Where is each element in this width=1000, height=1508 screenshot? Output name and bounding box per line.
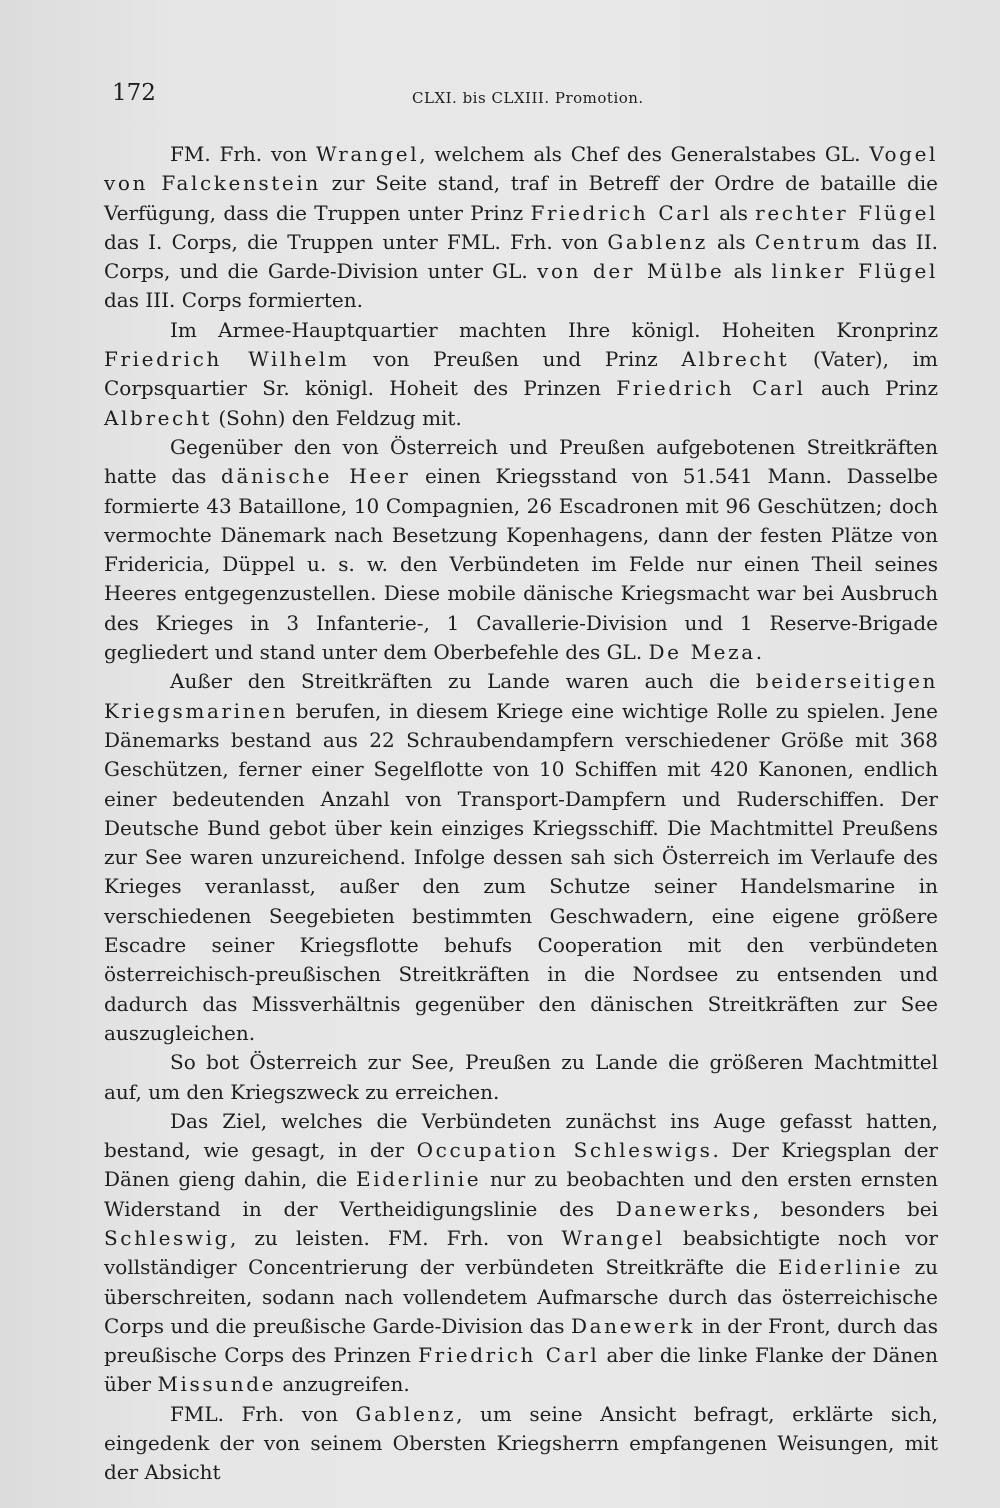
paragraph-2 — [104, 316, 938, 433]
spaced-text: Eiderlinie — [356, 1167, 482, 1192]
text-run: , besonders bei — [752, 1196, 938, 1221]
text-run: zur Seite stand, traf in Betreff der Ordre de bataille die Verfügung, dass die Truppen unter Prinz — [104, 171, 938, 225]
text-run: , welchem als Chef des Generalstabes GL. — [419, 142, 870, 166]
text-run: nur zu beobachten und den ersten ernsten Widerstand in der Vertheidigungslinie des — [104, 1167, 938, 1221]
paragraph-1 — [104, 140, 938, 316]
text-run: Gegenüber den von Österreich und Preußen aufgebotenen Streitkräften hatte das — [104, 434, 938, 489]
spaced-text: Friedrich Wilhelm — [104, 347, 350, 372]
text-run: So bot Österreich zur See, Preußen zu Lande die größeren Machtmittel auf, um den Kriegszweck zu erreichen. — [104, 1050, 938, 1104]
text-run: in der Front, durch das preußische Corps des Prinzen — [104, 1313, 938, 1368]
text-run: aber die linke Flanke der Dänen über — [104, 1343, 938, 1397]
text-run: anzugreifen. — [276, 1372, 410, 1397]
spaced-text: Danewerk — [570, 1313, 696, 1338]
text-run: als — [711, 200, 756, 225]
spaced-text: Danewerks — [615, 1196, 753, 1221]
spaced-text: Vogel von Falckenstein — [104, 142, 939, 196]
paragraph-4 — [104, 667, 938, 1048]
text-run: das I. Corps, die Truppen unter FML. Frh. von — [104, 229, 608, 254]
spaced-text: Wrangel — [315, 142, 420, 166]
text-run: . Der Kriegsplan der Dänen gieng dahin, die — [104, 1138, 938, 1192]
paragraph-3 — [104, 433, 938, 667]
text-run: . — [755, 640, 763, 665]
spaced-text: dänische Heer — [221, 464, 411, 489]
text-run: (Vater), im Corpsquartier Sr. königl. Hoheit des Prinzen — [104, 347, 938, 401]
paragraph-7 — [104, 1400, 938, 1488]
text-run: als — [724, 259, 772, 284]
spaced-text: Gablenz — [355, 1401, 457, 1426]
text-run: als — [707, 229, 755, 254]
spaced-text: Eiderlinie — [777, 1255, 904, 1280]
spaced-text: Wrangel — [561, 1225, 665, 1250]
text-run: berufen, in diesem Kriege eine wichtige Rolle zu spielen. Jene Dänemarks bestand aus 22 Schraubendampfern verschiedener Größe mit 368 Geschützen, ferner einer Segelflotte von 10 Schiffen mit 420 Kanonen, endlich einer bedeutenden Anzahl von Transport-Dampfern und Ruderschiffen. Der Deutsche Bund gebot über kein einziges Kriegsschiff. Die Machtmittel Preußens zur See waren unzureichend. Infolge dessen sah sich Österreich im Verlaufe des Krieges veranlasst, außer den zum Schutze seiner Handelsmarine in verschiedenen Seegebieten bestimmten Geschwadern, eine eigene größere Escadre seiner Kriegsflotte behufs Cooperation mit den verbündeten österreichisch-preußischen Streitkräften in die Nordsee zu entsenden und dadurch das Missverhältnis gegenüber den dänischen Streitkräften zur See auszugleichen. — [104, 698, 938, 1045]
text-run: das III. Corps formierten. — [104, 288, 363, 313]
page-number: 172 — [112, 80, 156, 106]
spaced-text: Missunde — [157, 1372, 277, 1397]
spaced-text: Occupation Schleswigs — [416, 1138, 713, 1163]
spaced-text: beiderseitigen Kriegsmarinen — [104, 669, 938, 723]
spaced-text: Schleswig — [104, 1225, 230, 1250]
text-run: zu überschreiten, sodann nach vollendetem Aufmarsche durch das österreichische Corps und die preußische Garde-Division das — [104, 1255, 938, 1338]
text-run: FML. Frh. von — [170, 1401, 356, 1426]
paragraph-5 — [104, 1048, 938, 1107]
text-run: beabsichtigte noch vor vollständiger Concentrierung der verbündeten Streitkräfte die — [104, 1225, 938, 1280]
spaced-text: Friedrich Carl — [616, 376, 806, 401]
running-head: CLXI. bis CLXIII. Promotion. — [412, 89, 644, 107]
spaced-text: Gablenz — [607, 229, 708, 254]
spaced-text: Centrum — [754, 229, 863, 254]
text-run: das II. Corps, und die Garde-Division unter GL. — [104, 229, 938, 284]
spaced-text: linker Flügel — [771, 259, 938, 284]
text-run: von Preußen und Prinz — [349, 347, 682, 372]
text-run: auch Prinz — [805, 376, 939, 401]
text-run: , zu leisten. FM. Frh. von — [230, 1225, 562, 1250]
spaced-text: Albrecht — [104, 405, 212, 430]
spaced-text: Albrecht — [681, 347, 790, 372]
spaced-text: Friedrich Carl — [418, 1343, 600, 1368]
spaced-text: von der Mülbe — [537, 259, 725, 284]
text-run: FM. Frh. von — [170, 142, 316, 166]
text-run: , um seine Ansicht befragt, erklärte sich, eingedenk der von seinem Obersten Kriegsherrn empfangenen Weisungen, mit der Absicht — [104, 1401, 938, 1485]
text-run: Im Armee-Hauptquartier machten Ihre königl. Hoheiten Kronprinz — [170, 317, 938, 342]
spaced-text: Friedrich Carl — [530, 200, 712, 225]
text-run: einen Kriegsstand von 51.541 Mann. Dasselbe formierte 43 Bataillone, 10 Compagnien, 26 Escadronen mit 96 Geschützen; doch vermochte Dänemark nach Besetzung Kopenhagens, dann der festen Plätze von Fridericia, Düppel u. s. w. den Verbündeten im Felde nur einen Theil seines Heeres entgegenzustellen. Diese mobile dänische Kriegsmacht war bei Ausbruch des Krieges in 3 Infanterie-, 1 Cavallerie-Division und 1 Reserve-Brigade gegliedert und stand unter dem Oberbefehle des GL. — [104, 464, 938, 665]
body-text — [104, 140, 938, 1488]
paragraph-6 — [104, 1107, 938, 1400]
spaced-text: De Meza — [648, 640, 756, 665]
page-header — [112, 80, 942, 114]
text-run: Außer den Streitkräften zu Lande waren auch die — [170, 669, 756, 694]
text-run: (Sohn) den Feldzug mit. — [211, 405, 462, 430]
text-run: Das Ziel, welches die Verbündeten zunächst ins Auge gefasst hatten, bestand, wie gesagt, in der — [104, 1108, 938, 1163]
spaced-text: rechter Flügel — [755, 200, 939, 225]
